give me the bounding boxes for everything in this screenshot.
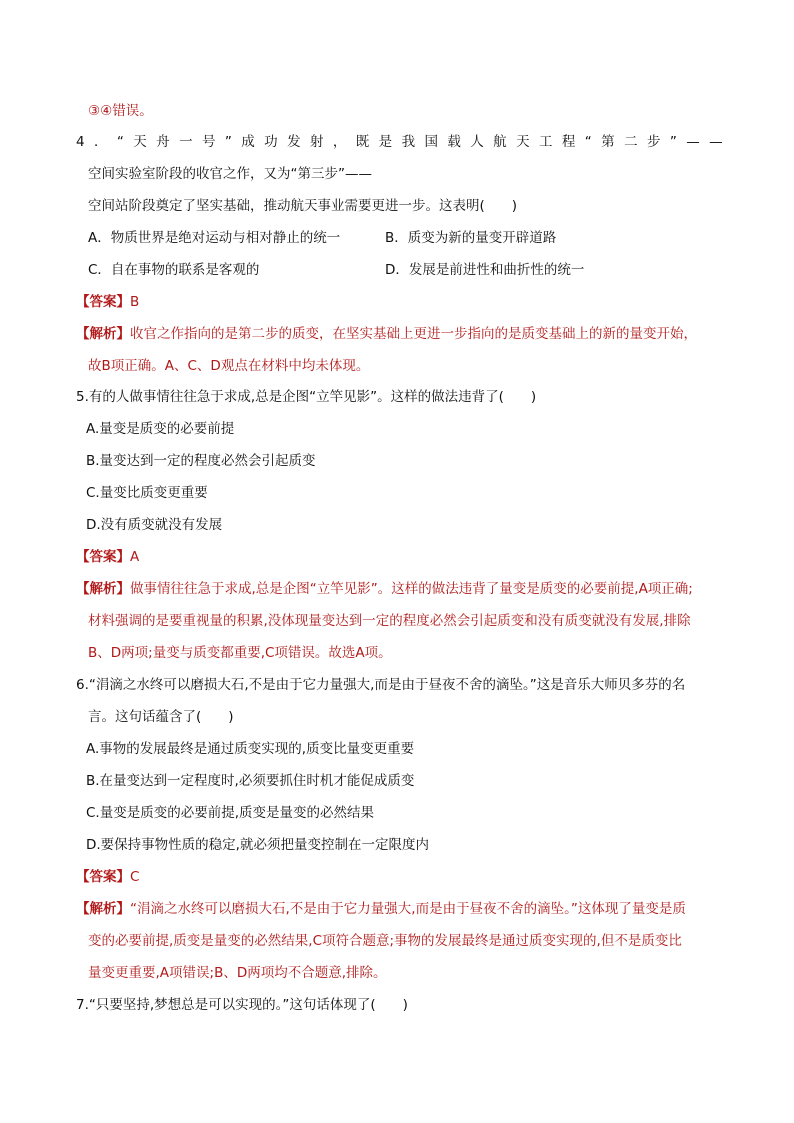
q5-option-b: B.量变达到一定的程度必然会引起质变 — [86, 453, 316, 469]
q5-analysis-line3: B、D两项;量变与质变都重要,C项错误。故选A项。 — [88, 645, 392, 661]
q6-analysis-line2: 变的必要前提,质变是量变的必然结果,C项符合题意;事物的发展最终是通过质变实现的,但不是质变比 — [88, 933, 682, 949]
q6-option-b: B.在量变达到一定程度时,必须要抓住时机才能促成质变 — [86, 773, 415, 789]
q4-analysis-tag: 【解析】 — [76, 326, 130, 342]
q6-stem-line1: 6.“涓滴之水终可以磨损大石,不是由于它力量强大,而是由于昼夜不舍的滴坠。”这是音乐大师贝多芬的名 — [76, 677, 686, 693]
q6-answer-value: C — [130, 869, 140, 885]
q4-option-b: B．质变为新的量变开辟道路 — [385, 230, 557, 246]
q4-analysis-line2: 故B项正确。A、C、D观点在材料中均未体现。 — [88, 358, 370, 374]
q4-answer-tag: 【答案】 — [76, 294, 130, 310]
q6-analysis-line3: 量变更重要,A项错误;B、D两项均不合题意,排除。 — [88, 965, 387, 981]
q6-option-d: D.要保持事物性质的稳定,就必须把量变控制在一定限度内 — [86, 837, 429, 853]
q4-stem-line3: 空间站阶段奠定了坚实基础，推动航天事业需要更进一步。这表明( ) — [88, 198, 518, 214]
q7-stem: 7.“只要坚持,梦想总是可以实现的。”这句话体现了( ) — [76, 997, 408, 1013]
q5-answer-tag: 【答案】 — [76, 549, 130, 565]
q4-analysis-line1 — [76, 325, 697, 343]
q5-option-a: A.量变是质变的必要前提 — [86, 421, 235, 437]
q4-answer — [76, 293, 139, 311]
q4-stem-line2: 空间实验室阶段的收官之作，又为“第三步”—— — [88, 166, 372, 182]
q6-option-c: C.量变是质变的必要前提,质变是量变的必然结果 — [86, 805, 375, 821]
q4-option-d: D．发展是前进性和曲折性的统一 — [385, 262, 585, 278]
q4-option-a: A．物质世界是绝对运动与相对静止的统一 — [88, 230, 341, 246]
q6-option-a: A.事物的发展最终是通过质变实现的,质变比量变更重要 — [86, 741, 415, 757]
q6-analysis-line1 — [76, 900, 686, 918]
q4-option-c: C．自在事物的联系是客观的 — [88, 262, 260, 278]
q6-analysis-tag: 【解析】 — [76, 901, 130, 917]
q5-analysis-line1 — [76, 580, 693, 598]
q5-option-d: D.没有质变就没有发展 — [86, 517, 223, 533]
q5-stem: 5.有的人做事情往往急于求成,总是企图“立竿见影”。这样的做法违背了( ) — [76, 389, 537, 405]
q5-answer-value: A — [130, 549, 140, 565]
q5-analysis-line2: 材料强调的是要重视量的积累,没体现量变达到一定的程度必然会引起质变和没有质变就没有发展,排除 — [88, 613, 691, 629]
q4-answer-value: B — [130, 294, 140, 310]
q3-analysis-tail: ③④错误。 — [88, 103, 153, 119]
q4-analysis-text1: 收官之作指向的是第二步的质变，在坚实基础上更进一步指向的是质变基础上的新的量变开始， — [130, 326, 697, 342]
q5-analysis-text1: 做事情往往急于求成,总是企图“立竿见影”。这样的做法违背了量变是质变的必要前提,A项正确; — [130, 581, 693, 597]
q5-analysis-tag: 【解析】 — [76, 581, 130, 597]
q4-stem-text: 4．“天舟一号”成功发射，既是我国载人航天工程“第二步”—— — [76, 134, 733, 150]
q5-option-c: C.量变比质变更重要 — [86, 485, 208, 501]
q6-stem-line2: 言。这句话蕴含了( ) — [88, 709, 234, 725]
q4-stem-line1 — [76, 133, 733, 151]
q6-answer — [76, 868, 139, 886]
q6-analysis-text1: “涓滴之水终可以磨损大石,不是由于它力量强大,而是由于昼夜不舍的滴坠。”这体现了量变是质 — [130, 901, 686, 917]
q5-answer — [76, 548, 139, 566]
q6-answer-tag: 【答案】 — [76, 869, 130, 885]
